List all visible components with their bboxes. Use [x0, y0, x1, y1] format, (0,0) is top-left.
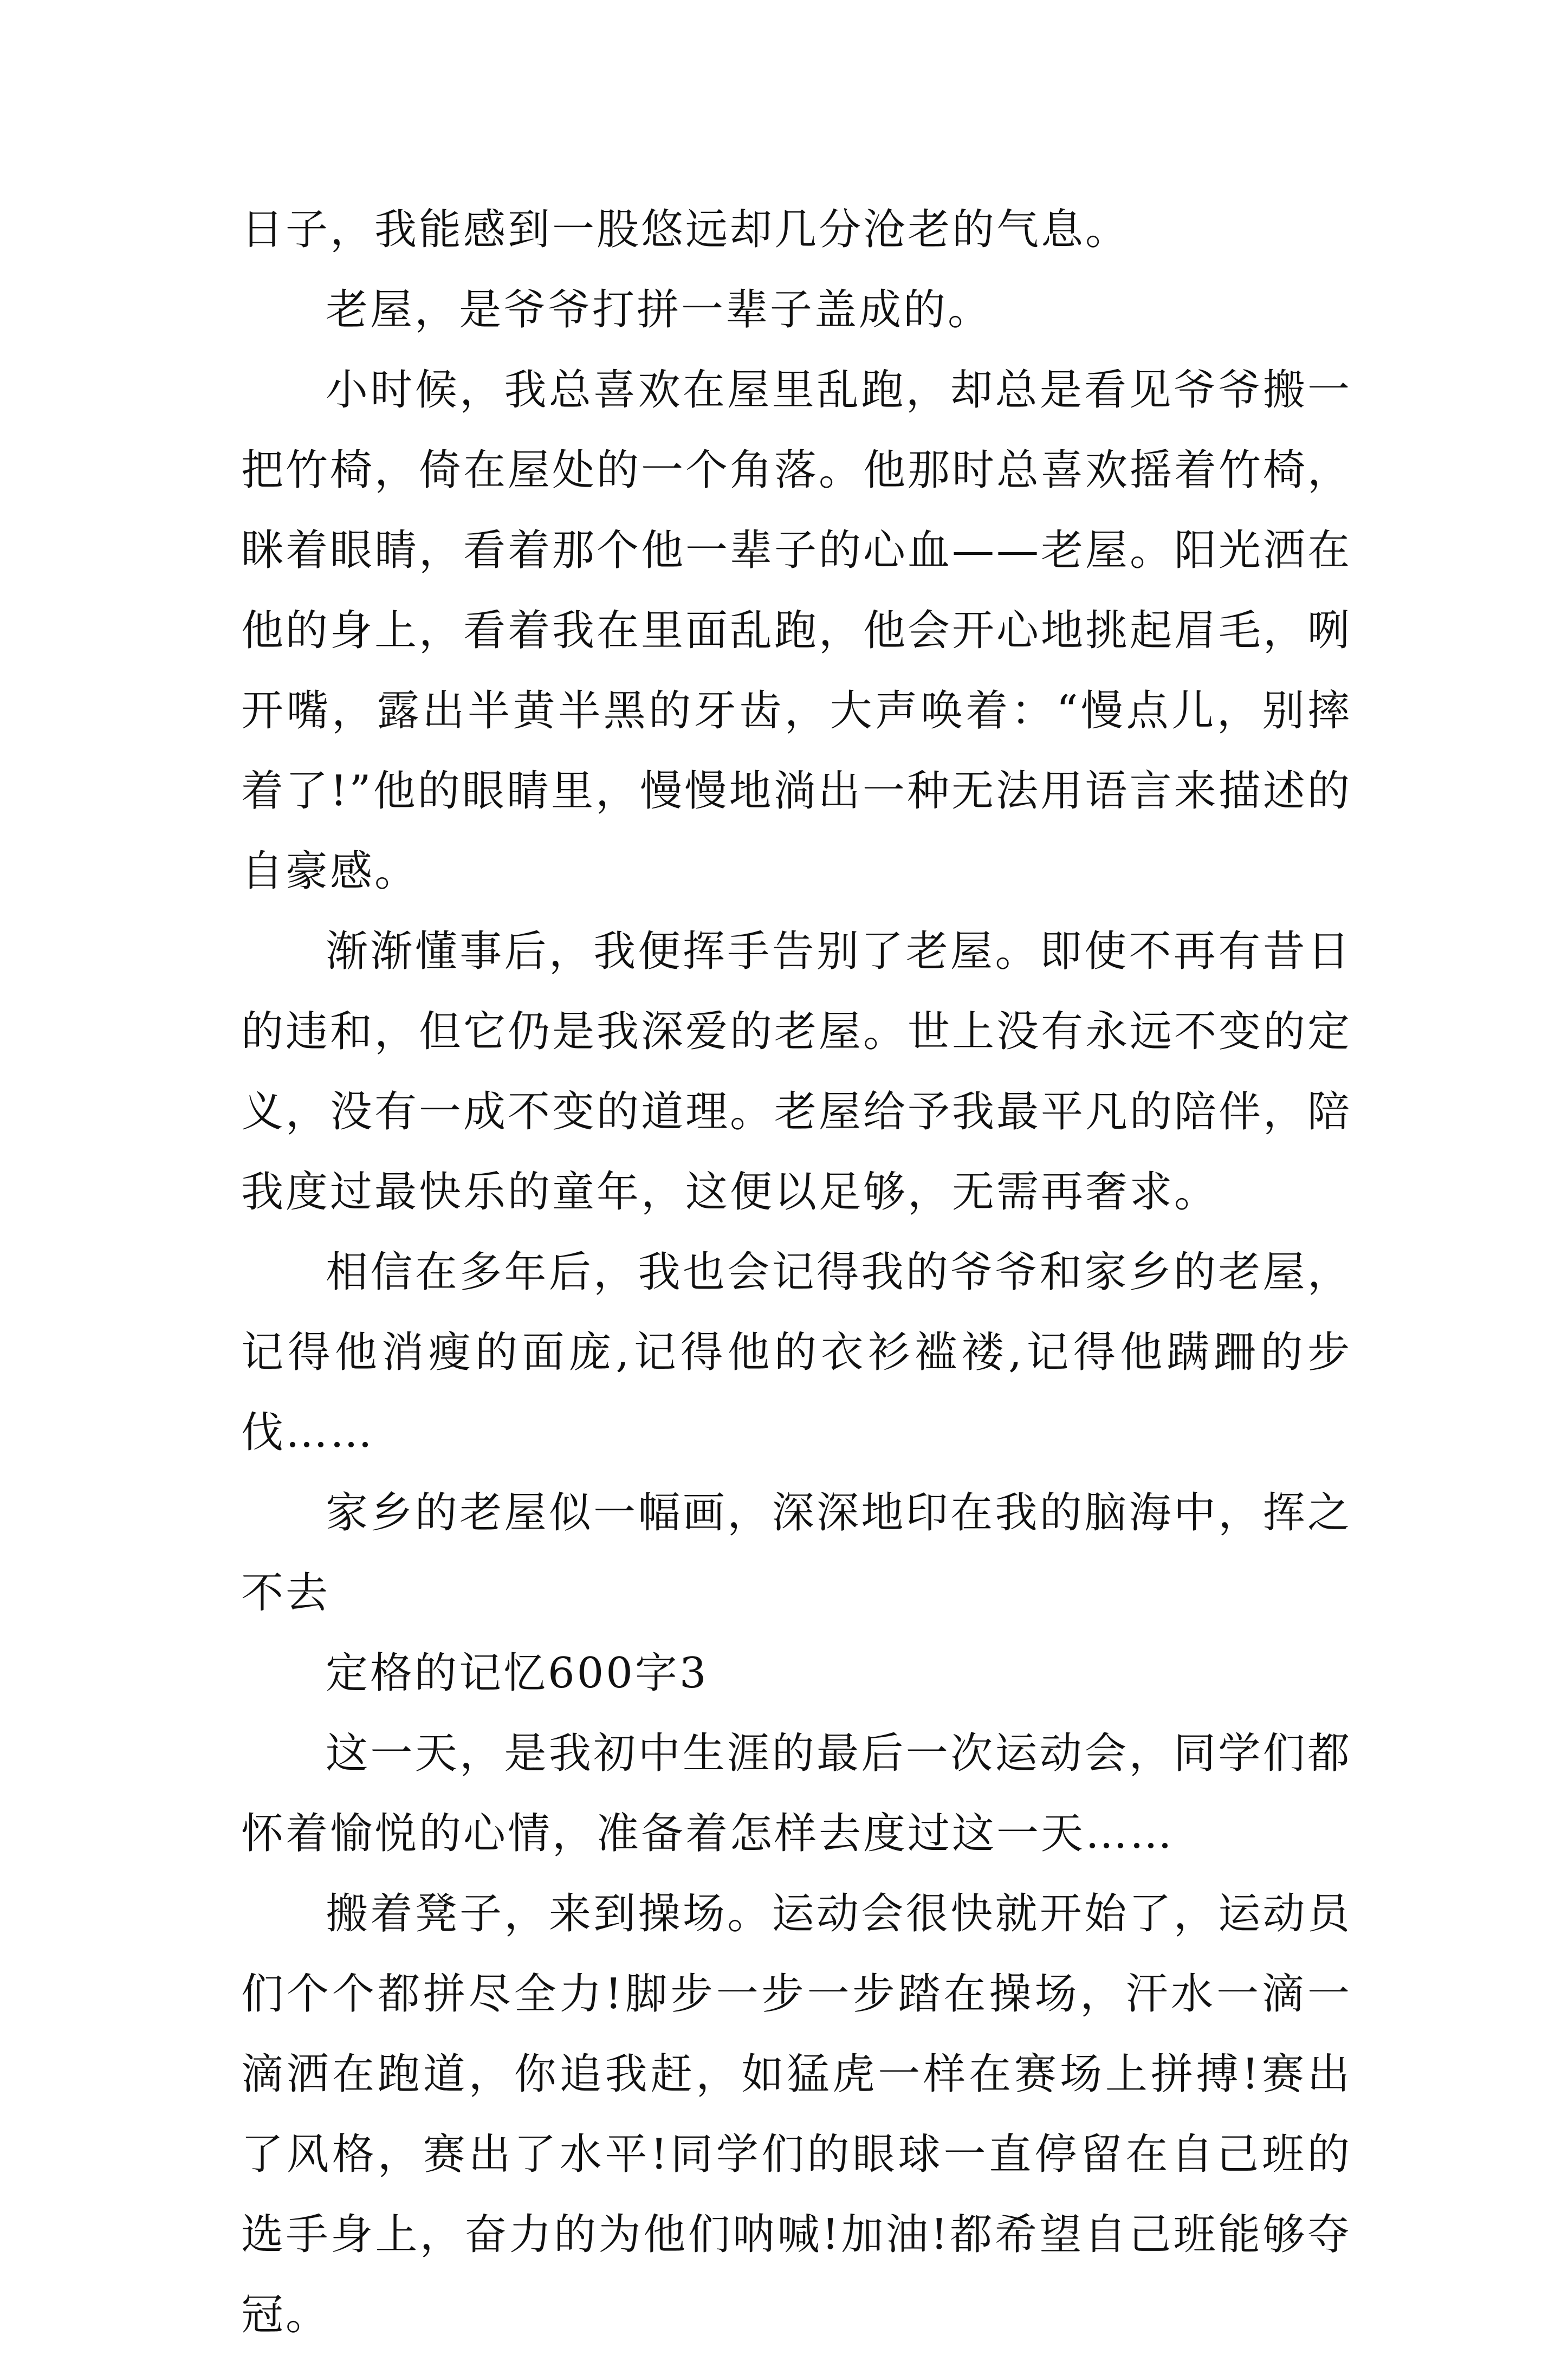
- paragraph: 渐渐懂事后，我便挥手告别了老屋。即使不再有昔日的违和，但它仍是我深爱的老屋。世上没有永远不变的定义，没有一成不变的道理。老屋给予我最平凡的陪伴，陪我度过最快乐的童年，这便以足够，无需再奢求。: [241, 927, 1352, 1217]
- paragraph: 老屋，是爷爷打拼一辈子盖成的。: [326, 286, 993, 334]
- paragraph: 家乡的老屋似一幅画，深深地印在我的脑海中，挥之不去: [241, 1489, 1352, 1618]
- paragraph: 搬着凳子，来到操场。运动会很快就开始了，运动员们个个都拼尽全力!脚步一步一步踏在操场，汗水一滴一滴洒在跑道，你追我赶，如猛虎一样在赛场上拼搏!赛出了风格，赛出了水平!同学们的眼球一直停留在自己班的选手身上，奋力的为他们呐喊!加油!都希望自己班能够夺冠。: [241, 1890, 1352, 2339]
- section-heading: 定格的记忆600字3: [326, 1649, 709, 1698]
- paragraph: 这一天，是我初中生涯的最后一次运动会，同学们都怀着愉悦的心情，准备着怎样去度过这一天……: [241, 1729, 1352, 1858]
- document-body: [241, 190, 1352, 2355]
- paragraph: 相信在多年后，我也会记得我的爷爷和家乡的老屋，记得他消瘦的面庞,记得他的衣衫褴褛,记得他蹒跚的步伐……: [241, 1248, 1352, 1457]
- paragraph: 小时候，我总喜欢在屋里乱跑，却总是看见爷爷搬一把竹椅，倚在屋处的一个角落。他那时总喜欢摇着竹椅，眯着眼睛，看着那个他一辈子的心血——老屋。阳光洒在他的身上，看着我在里面乱跑，他会开心地挑起眉毛，咧开嘴，露出半黄半黑的牙齿，大声唤着：“慢点儿，别摔着了!”他的眼睛里，慢慢地淌出一种无法用语言来描述的自豪感。: [241, 366, 1352, 896]
- paragraph-continuation: 日子，我能感到一股悠远却几分沧老的气息。: [241, 205, 1130, 254]
